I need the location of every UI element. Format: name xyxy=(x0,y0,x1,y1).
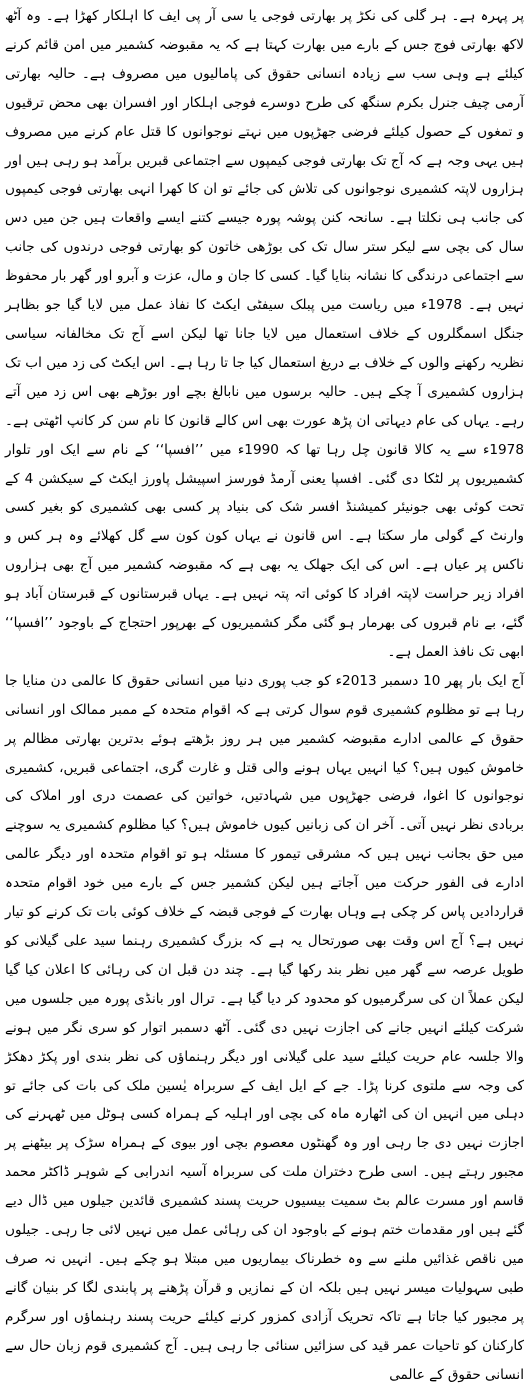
article-paragraph-2: آج ایک بار پھر 10 دسمبر 2013ء کو جب پوری دنیا میں انسانی حقوق کا عالمی دن منایا جا رہا ہے تو مظلوم کشمیری قوم سوال کرتی ہے کہ اقوام متحدہ کے ممبر ممالک اور انسانی حقوق کے عالمی ادارے مقبوضہ کشمیر میں ہر روز بڑھتے ہوئے بدترین بھارتی مظالم پر خاموش کیوں ہیں؟ کیا انہیں یہاں ہونے والی قتل و غارت گری، اجتماعی قبریں، کشمیری نوجوانوں کا اغوا، فرضی جھڑپوں میں شہادتیں، خواتین کی عصمت دری اور املاک کی بربادی نظر نہیں آتی۔ آخر ان کی زبانیں کیوں خاموش ہیں؟ کیا مظلوم کشمیری یہ سوچنے میں حق بجانب نہیں ہیں کہ مشرقی تیمور کا مسئلہ ہو تو اقوام متحدہ اور دیگر عالمی ادارے فی الفور حرکت میں آجاتے ہیں لیکن کشمیر جس کے بارے میں خود اقوام متحدہ قراردادیں پاس کر چکی ہے وہاں بھارت کے فوجی قبضہ کے خلاف کوئی بات تک کرنے کو تیار نہیں ہے؟ آج اس وقت بھی صورتحال یہ ہے کہ بزرگ کشمیری رہنما سید علی گیلانی کو طویل عرصہ سے گھر میں نظر بند رکھا گیا ہے۔ چند دن قبل ان کی رہائی کا اعلان کیا گیا لیکن عملاً ان کی سرگرمیوں کو محدود کر دیا گیا ہے۔ ترال اور بانڈی پورہ میں جلسوں میں شرکت کیلئے انہیں جانے کی اجازت نہیں دی گئی۔ آٹھ دسمبر اتوار کو سری نگر میں ہونے والا جلسہ عام حریت کیلئے سید علی گیلانی اور دیگر رہنماؤں کی نظر بندی اور پکڑ دھکڑ کی وجہ سے ملتوی کرنا پڑا۔ جے کے ایل ایف کے سربراہ یٰسین ملک کی بات کی جائے تو دہلی میں انہیں ان کی اٹھارہ ماہ کی بچی اور اہلیہ کے ہمراہ کسی ہوٹل میں ٹھہرنے کی اجازت نہیں دی جا رہی اور وہ گھنٹوں معصوم بچی اور بیوی کے ہمراہ سڑک پر بیٹھنے پر مجبور رہتے ہیں۔ اسی طرح دختران ملت کی سربراہ آسیہ اندرابی کے شوہر ڈاکٹر محمد قاسم اور مسرت عالم بٹ سمیت بیسیوں حریت پسند کشمیری قائدین جیلوں میں ڈال دیے گئے ہیں اور مقدمات ختم ہونے کے باوجود ان کی رہائی عمل میں نہیں لائی جا رہی۔ جیلوں میں ناقص غذائیں ملنے سے وہ خطرناک بیماریوں میں مبتلا ہو چکے ہیں۔ انہیں نہ صرف طبی سہولیات میسر نہیں ہیں بلکہ ان کے نمازیں و قرآن پڑھنے پر پابندی لگا کر بنیان گانے پر مجبور کیا جاتا ہے تاکہ تحریک آزادی کمزور کرنے کیلئے حریت پسند رہنماؤں اور سرگرم کارکنان کو تاحیات عمر قید کی سزائیں سنائی جا رہی ہیں۔ آج کشمیری قوم زبان حال سے انسانی حقوق کے عالمی xyxy=(5,672,524,1383)
article-paragraph-1: پر پہرہ ہے۔ ہر گلی کی نکڑ پر بھارتی فوجی یا سی آر پی ایف کا اہلکار کھڑا ہے۔ وہ آٹھ لاکھ بھارتی فوج جس کے بارے میں بھارت کہتا ہے کہ یہ مقبوضہ کشمیر میں امن قائم کرنے کیلئے ہے وہی سب سے زیادہ انسانی حقوق کی پامالیوں میں مصروف ہے۔ حالیہ بھارتی آرمی چیف جنرل بکرم سنگھ کی طرح دوسرے فوجی اہلکار اور افسران بھی محض ترقیوں و تمغوں کے حصول کیلئے فرضی جھڑپوں میں نہتے نوجوانوں کا قتل عام کرنے میں مصروف ہیں یہی وجہ ہے کہ آج تک بھارتی فوجی کیمپوں سے اجتماعی قبریں برآمد ہو رہی ہیں اور ہزاروں لاپتہ کشمیری نوجوانوں کی تلاش کی جائے تو ان کا کھرا انہی بھارتی فوجی کیمپوں کی جانب ہی نکلتا ہے۔ سانحہ کنن پوشہ پورہ جیسے کتنے ایسے واقعات ہیں جن میں دس سال کی بچی سے لیکر ستر سال تک کی بوڑھی خاتون کو بھارتی فوجی درندوں کی جانب سے اجتماعی درندگی کا نشانہ بنایا گیا۔ کسی کا جان و مال، عزت و آبرو اور گھر بار محفوظ نہیں ہے۔ 1978ء میں ریاست میں پبلک سیفٹی ایکٹ کا نفاذ عمل میں لایا گیا جو بظاہر جنگل اسمگلروں کے خلاف استعمال میں لایا جانا تھا لیکن اسے آج تک مخالفانہ سیاسی نظریہ رکھنے والوں کے خلاف بے دریغ استعمال کیا جا تا رہا ہے۔ اس ایکٹ کی زد میں اب تک ہزاروں کشمیری آ چکے ہیں۔ حالیہ برسوں میں نابالغ بچے اور بوڑھے بھی اس زد میں آتے رہے۔ یہاں کی عام دیہاتی ان پڑھ عورت بھی اس کالے قانون کا نام سن کر کانپ اٹھتی ہے۔ 1978ء سے یہ کالا قانون چل رہا تھا کہ 1990ء میں ’’افسپا‘‘ کے نام سے ایک اور تلوار کشمیریوں پر لٹکا دی گئی۔ افسپا یعنی آرمڈ فورسز اسپیشل پاورز ایکٹ کے سیکشن 4 کے تحت کوئی بھی جونیئر کمیشنڈ افسر شک کی بنیاد پر کسی بھی کشمیری کو بغیر کسی وارنٹ کے گولی مار سکتا ہے۔ اس قانون نے یہاں کون کون سے گل کھلائے وہ ہر کس و ناکس پر عیاں ہے۔ اس کی ایک جھلک یہ بھی ہے کہ مقبوضہ کشمیر میں آج بھی ہزاروں افراد زیر حراست لاپتہ افراد کا کوئی اتہ پتہ نہیں ہے۔ یہاں قبرستانوں کے قبرستان آباد ہو گئے، بے نام قبروں کی بھرمار ہو گئی مگر کشمیریوں کے بھرپور احتجاج کے باوجود ’’افسپا‘‘ ابھی تک نافذ العمل ہے۔ xyxy=(5,8,524,660)
